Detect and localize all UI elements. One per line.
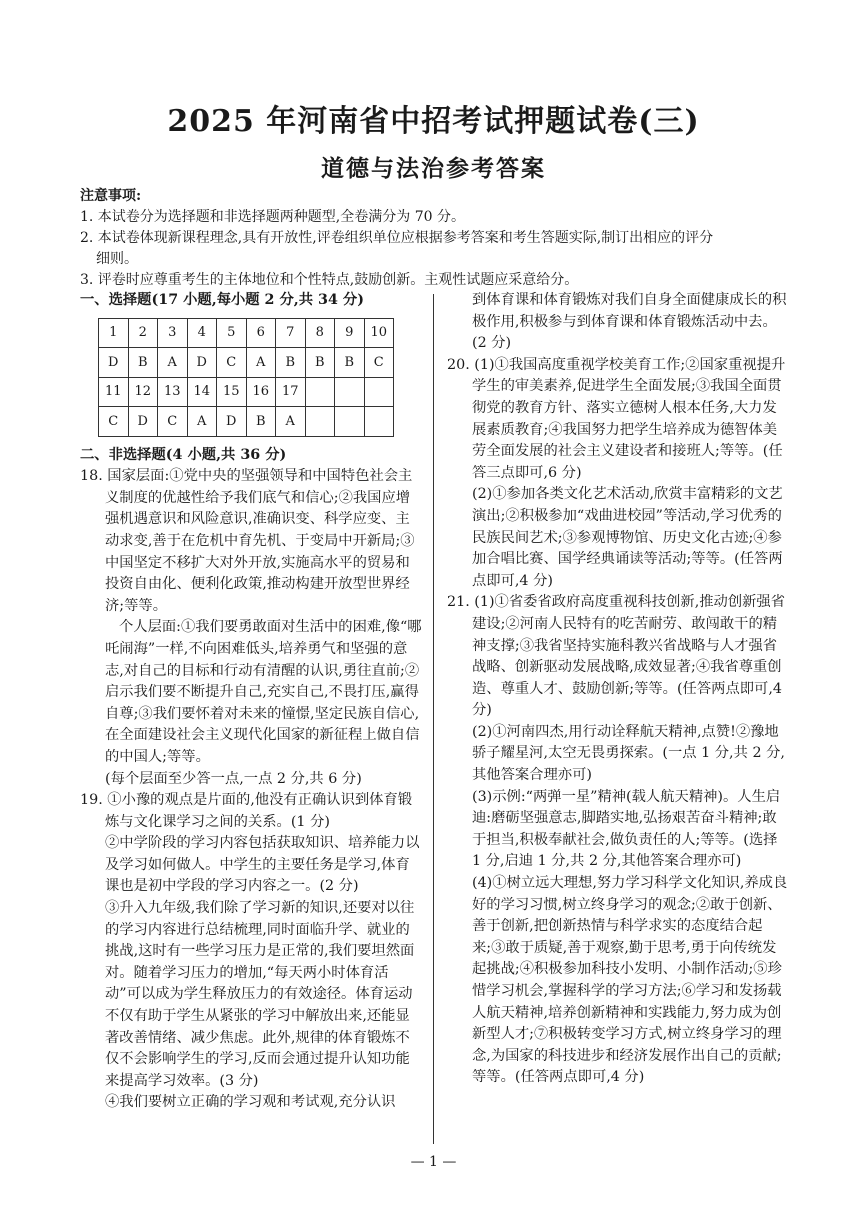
- left-column: [80, 290, 422, 1114]
- table-cell: [305, 407, 335, 437]
- table-cell: D: [217, 407, 247, 437]
- table-cell: 14: [187, 377, 217, 407]
- answer-paragraph: (2)①河南四杰,用行动诠释航天精神,点赞!②豫地骄子耀星河,太空无畏勇探索。(一点 1 分,共 2 分,其他答案合理亦可): [472, 723, 785, 784]
- notes-heading: 注意事项:: [80, 188, 142, 204]
- table-row: [99, 377, 394, 407]
- table-cell: B: [128, 348, 158, 378]
- table-cell: 2: [128, 318, 158, 348]
- table-cell: C: [99, 407, 129, 437]
- answer-paragraph: 18. 国家层面:①党中央的坚强领导和中国特色社会主义制度的优越性给予我们底气和信心;②我国应增强机遇意识和风险意识,准确识变、科学应变、主动求变,善于在危机中育先机、于变局中开新局;③中国坚定不移扩大对外开放,实施高水平的贸易和投资自由化、便利化政策,推动构建开放型世界经济;等等。: [80, 468, 415, 614]
- table-cell: 16: [246, 377, 276, 407]
- answer-paragraph: 19. ①小豫的观点是片面的,他没有正确认识到体育锻炼与文化课学习之间的关系。(1 分): [80, 792, 413, 830]
- table-cell: [305, 377, 335, 407]
- note-item: 2. 本试卷体现新课程理念,具有开放性,评卷组织单位应根据参考答案和考生答题实际,制订出相应的评分: [80, 230, 714, 246]
- left-answers: [80, 466, 422, 1114]
- table-cell: 9: [335, 318, 365, 348]
- table-cell: C: [364, 348, 394, 378]
- note-item: 3. 评卷时应尊重考生的主体地位和个性特点,鼓励创新。主观性试题应采意给分。: [80, 272, 579, 288]
- answer-paragraph: (4)①树立远大理想,努力学习科学文化知识,养成良好的学习习惯,树立终身学习的观念;②敢于创新、善于创新,把创新热情与科学求实的态度结合起来;③敢于质疑,善于观察,勤于思考,勇于向传统发起挑战;④积极参加科技小发明、小制作活动;⑤珍惜学习机会,掌握科学的学习方法;⑥学习和发扬载人航天精神,培养创新精神和实践能力,努力成为创新型人才;⑦积极转变学习方式,树立终身学习的理念,为国家的科技进步和经济发展作出自己的贡献;等等。(任答两点即可,4 分): [472, 875, 788, 1086]
- column-divider: [433, 294, 434, 1144]
- answer-paragraph: 个人层面:①我们要勇敢面对生活中的困难,像“哪吒闹海”一样,不向困难低头,培养勇气和坚强的意志,对自己的目标和行动有清醒的认识,勇往直前;②启示我们要不断提升自己,充实自己,不畏打压,赢得自尊;③我们要怀着对未来的憧憬,坚定民族自信心,在全面建设社会主义现代化国家的新征程上做自信的中国人;等等。: [105, 619, 422, 765]
- table-cell: 10: [364, 318, 394, 348]
- note-item: 细则。: [96, 251, 138, 267]
- table-cell: 4: [187, 318, 217, 348]
- table-cell: 6: [246, 318, 276, 348]
- table-cell: B: [246, 407, 276, 437]
- page-number: — 1 —: [410, 1154, 457, 1170]
- table-cell: D: [128, 407, 158, 437]
- table-cell: [335, 407, 365, 437]
- table-cell: 3: [158, 318, 188, 348]
- right-column: [447, 290, 790, 1089]
- table-cell: [335, 377, 365, 407]
- table-cell: C: [217, 348, 247, 378]
- answer-paragraph: (2)①参加各类文化艺术活动,欣赏丰富精彩的文艺演出;②积极参加“戏曲进校园”等活动,学习优秀的民族民间艺术;③参观博物馆、历史文化古迹;④参加合唱比赛、国学经典诵读等活动;等等。(任答两点即可,4 分): [472, 486, 783, 589]
- answer-paragraph: ③升入九年级,我们除了学习新的知识,还要对以往的学习内容进行总结梳理,同时面临升学、就业的挑战,这时有一些学习压力是正常的,我们要坦然面对。随着学习压力的增加,“每天两小时体育活动”可以成为学生释放压力的有效途径。体育运动不仅有助于学生从紧张的学习中解放出来,还能显著改善情绪、减少焦虑。此外,规律的体育锻炼不仅不会影响学生的学习,反而会通过提升认知功能来提高学习效率。(3 分): [105, 900, 415, 1089]
- table-row: [99, 318, 394, 348]
- table-cell: 15: [217, 377, 247, 407]
- table-cell: B: [335, 348, 365, 378]
- table-cell: 1: [99, 318, 129, 348]
- table-cell: A: [187, 407, 217, 437]
- section-heading-nonchoice: 二、非选择题(4 小题,共 36 分): [80, 446, 287, 463]
- answer-paragraph: 到体育课和体育锻炼对我们自身全面健康成长的积极作用,积极参与到体育课和体育锻炼活动中去。(2 分): [472, 292, 787, 352]
- table-cell: B: [305, 348, 335, 378]
- table-cell: [364, 407, 394, 437]
- table-cell: 7: [276, 318, 306, 348]
- table-cell: 17: [276, 377, 306, 407]
- note-item: 1. 本试卷分为选择题和非选择题两种题型,全卷满分为 70 分。: [80, 209, 465, 225]
- answer-paragraph: 20. (1)①我国高度重视学校美育工作;②国家重视提升学生的审美素养,促进学生全面发展;③我国全面贯彻党的教育方针、落实立德树人根本任务,大力发展素质教育;④我国努力把学生培养成为德智体美劳全面发展的社会主义建设者和接班人;等等。(任答三点即可,6 分): [447, 356, 786, 481]
- table-cell: A: [246, 348, 276, 378]
- table-cell: D: [99, 348, 129, 378]
- table-cell: 11: [99, 377, 129, 407]
- answer-paragraph: (3)示例:“两弹一星”精神(载人航天精神)。人生启迪:磨砺坚强意志,脚踏实地,弘扬艰苦奋斗精神;敢于担当,积极奉献社会,做负责任的人;等等。(选择 1 分,启迪 1 分,共 2 分,其他答案合理亦可): [472, 788, 781, 870]
- answer-paragraph: ②中学阶段的学习内容包括获取知识、培养能力以及学习如何做人。中学生的主要任务是学习,体育课也是初中学段的学习内容之一。(2 分): [105, 835, 420, 895]
- table-cell: A: [276, 407, 306, 437]
- table-row: [99, 407, 394, 437]
- table-cell: 13: [158, 377, 188, 407]
- table-cell: 12: [128, 377, 158, 407]
- answer-paragraph: (每个层面至少答一点,一点 2 分,共 6 分): [105, 770, 362, 787]
- answer-paragraph: 21. (1)①省委省政府高度重视科技创新,推动创新强省建设;②河南人民特有的吃苦耐劳、敢闯敢干的精神支撑;③我省坚持实施科教兴省战略与人才强省战略、创新驱动发展战略,成效显著;④我省尊重创造、尊重人才、鼓励创新;等等。(任答两点即可,4 分): [447, 594, 786, 719]
- section-heading-choice: 一、选择题(17 小题,每小题 2 分,共 34 分): [80, 292, 364, 308]
- table-cell: B: [276, 348, 306, 378]
- table-cell: [364, 377, 394, 407]
- notes-block: [80, 186, 790, 291]
- table-cell: 5: [217, 318, 247, 348]
- table-cell: D: [187, 348, 217, 378]
- answer-table: [98, 318, 394, 437]
- right-answers: [447, 290, 790, 1089]
- table-cell: A: [158, 348, 188, 378]
- table-cell: 8: [305, 318, 335, 348]
- page-subtitle: 道德与法治参考答案: [321, 155, 546, 182]
- answer-paragraph: ④我们要树立正确的学习观和考试观,充分认识: [105, 1094, 396, 1111]
- page-title: 2025 年河南省中招考试押题试卷(三): [167, 104, 700, 139]
- table-row: [99, 348, 394, 378]
- table-cell: C: [158, 407, 188, 437]
